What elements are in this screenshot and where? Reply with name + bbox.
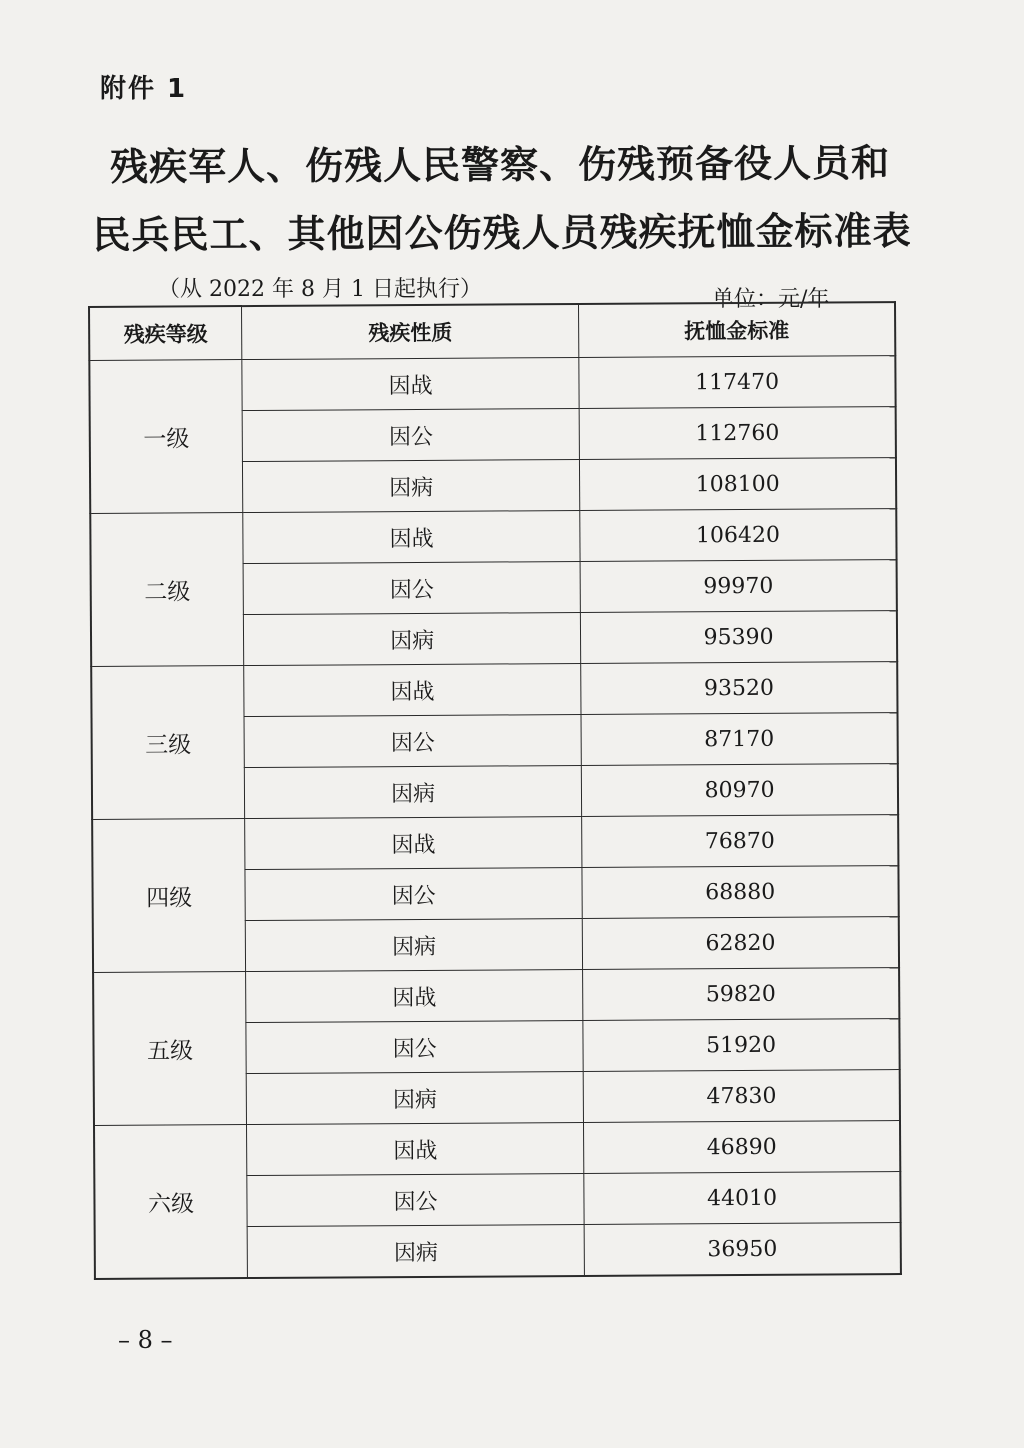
table-row (89, 356, 895, 412)
disability-nature-cell: 因公 (245, 867, 582, 920)
pension-amount-cell: 80970 (581, 764, 898, 817)
disability-grade-cell: 一级 (89, 360, 243, 514)
pension-amount-cell: 93520 (581, 662, 898, 715)
unit-note: 单位：元/年 (712, 287, 830, 312)
disability-nature-cell: 因病 (244, 765, 581, 818)
table-row (93, 968, 899, 1024)
page-number: – 8 – (118, 1326, 173, 1354)
disability-nature-cell: 因战 (245, 816, 582, 869)
disability-nature-cell: 因病 (243, 459, 580, 512)
pension-amount-cell: 95390 (581, 611, 898, 664)
table-body (89, 356, 901, 1279)
effective-date-note: （从 2022 年 8 月 1 日起执行） (158, 277, 482, 302)
header-pension-standard: 抚恤金标准 (579, 302, 896, 357)
pension-amount-cell: 117470 (579, 356, 896, 409)
header-disability-nature: 残疾性质 (242, 304, 579, 360)
disability-nature-cell: 因病 (243, 612, 580, 665)
disability-nature-cell: 因战 (242, 358, 579, 411)
disability-nature-cell: 因病 (246, 1071, 583, 1124)
attachment-label: 附件 1 (100, 74, 188, 104)
pension-standard-table (88, 301, 902, 1280)
disability-nature-cell: 因公 (243, 561, 580, 614)
document-title-line-1: 残疾军人、伤残人民警察、伤残预备役人员和 (109, 139, 891, 190)
pension-amount-cell: 44010 (584, 1172, 901, 1225)
pension-amount-cell: 68880 (582, 866, 899, 919)
disability-nature-cell: 因战 (243, 510, 580, 563)
table-row (91, 662, 897, 718)
pension-amount-cell: 99970 (580, 560, 897, 613)
table-header-row (89, 302, 895, 360)
disability-nature-cell: 因战 (247, 1122, 584, 1175)
disability-grade-cell: 五级 (93, 972, 247, 1126)
table-row (90, 509, 896, 565)
pension-amount-cell: 112760 (579, 407, 896, 460)
disability-grade-cell: 二级 (90, 513, 244, 667)
pension-amount-cell: 62820 (582, 917, 899, 970)
disability-nature-cell: 因病 (245, 918, 582, 971)
disability-grade-cell: 四级 (92, 819, 246, 973)
pension-amount-cell: 46890 (584, 1121, 901, 1174)
disability-nature-cell: 因战 (244, 663, 581, 716)
table-row (92, 815, 898, 871)
disability-grade-cell: 三级 (91, 666, 245, 820)
disability-nature-cell: 因公 (244, 714, 581, 767)
pension-amount-cell: 47830 (583, 1070, 900, 1123)
pension-amount-cell: 76870 (582, 815, 899, 868)
pension-amount-cell: 106420 (580, 509, 897, 562)
disability-nature-cell: 因病 (247, 1224, 584, 1278)
header-disability-grade: 残疾等级 (89, 306, 242, 360)
document-title-line-2: 民兵民工、其他因公伤残人员残疾抚恤金标准表 (92, 207, 912, 258)
disability-nature-cell: 因战 (246, 969, 583, 1022)
pension-amount-cell: 108100 (580, 458, 897, 511)
pension-amount-cell: 36950 (584, 1223, 901, 1276)
pension-amount-cell: 59820 (583, 968, 900, 1021)
pension-amount-cell: 51920 (583, 1019, 900, 1072)
pension-amount-cell: 87170 (581, 713, 898, 766)
disability-nature-cell: 因公 (247, 1173, 584, 1226)
disability-nature-cell: 因公 (246, 1020, 583, 1073)
disability-nature-cell: 因公 (242, 409, 579, 462)
disability-grade-cell: 六级 (94, 1125, 248, 1279)
table-row (94, 1121, 900, 1177)
